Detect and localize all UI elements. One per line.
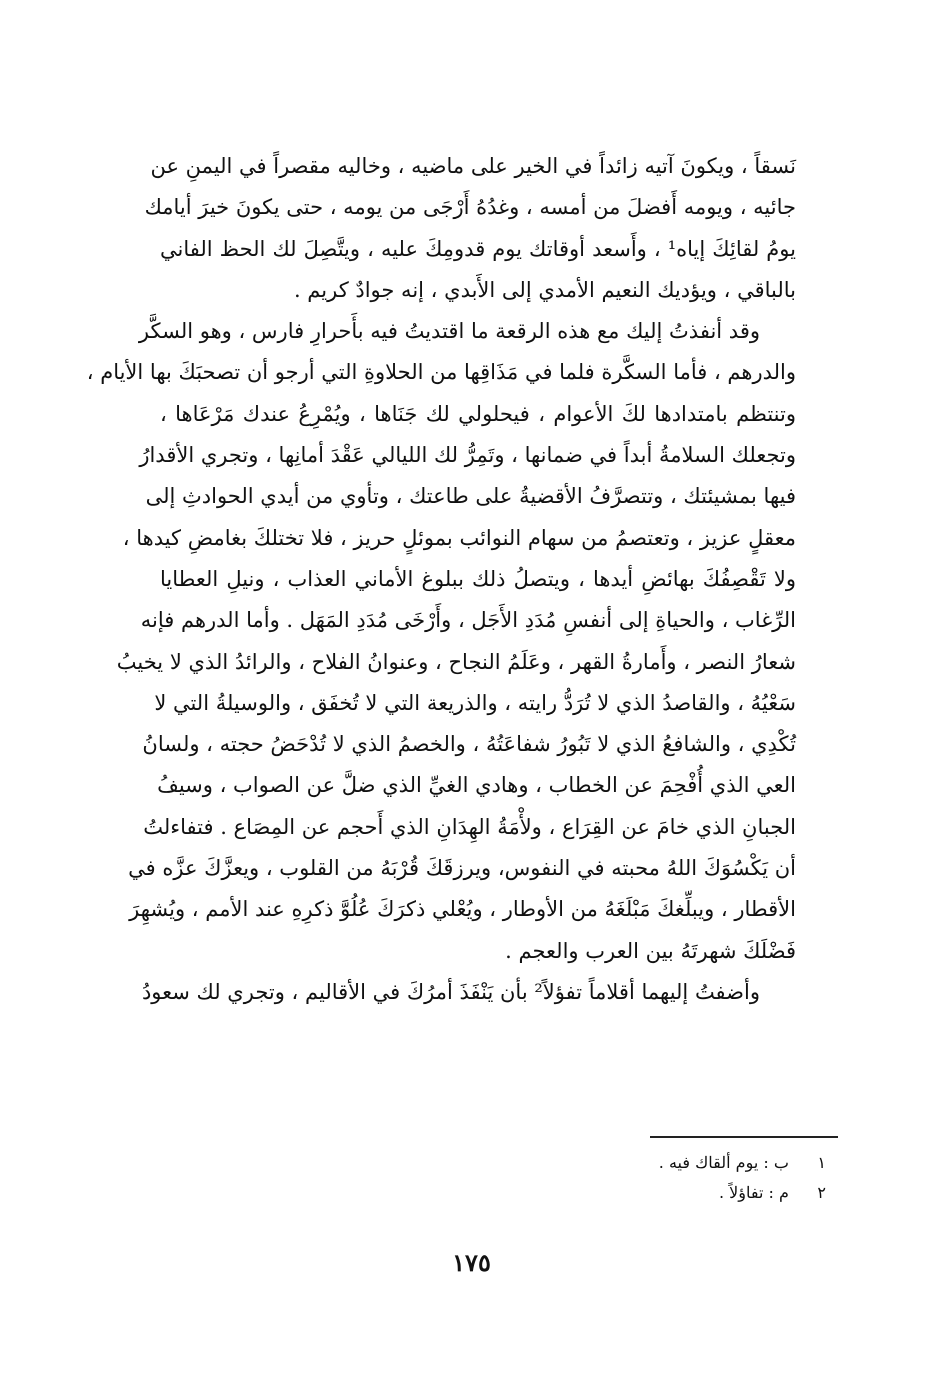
text-line: وتجعلك السلامةُ أبداً في ضمانها ، وتَمِرُّ لك الليالي عَقْدَ أمانِها ، وتجري الأقدارُ: [139, 443, 796, 468]
footnote-divider: [650, 1136, 838, 1138]
text-line: وتنتظم بامتدادها لكَ الأعوام ، فيحلولي لك جَنَاها ، ويُمْرِعُ عندك مَرْعَاها ،: [160, 401, 796, 426]
footnote-text: م : تفاؤلاً .: [718, 1183, 789, 1202]
text-line: فَضْلَكَ شهرتَهُ بين العرب والعجم .: [505, 938, 796, 963]
text-line: وقد أنفذتُ إليك مع هذه الرقعة ما اقتديتُ فيه بأَحرارِ فارس ، وهو السكَّر: [138, 319, 760, 344]
text-line: بالباقي ، ويؤديك النعيم الأمدي إلى الأَبدي ، إنه جوادٌ كريم .: [293, 277, 796, 302]
text-line: معقلٍ عزيز ، وتعتصمُ من سهام النوائب بموئلٍ حريز ، فلا تختلكَ بغامضِ كيدها ،: [122, 525, 796, 550]
text-line: والدرهم ، فأما السكَّرة فلما في مَذَاقِها من الحلاوةِ التي أرجو أن تصحبَكَ بها الأيام ،: [86, 360, 796, 385]
footnotes: [560, 1148, 826, 1208]
text-line: وأضفتُ إليهما أقلاماً تفؤلاً² بأن يَنْفَذَ أمرُكَ في الأقاليم ، وتجري لك سعودُ: [141, 979, 760, 1004]
footnote-number: ٢: [817, 1183, 826, 1202]
footnote-2: [560, 1178, 826, 1208]
text-line: جائيه ، ويومه أَفضلَ من أمسه ، وغدُهُ أَرْجَى من يومه ، حتى يكونَ خيرَ أيامك: [144, 195, 796, 220]
text-line: يومُ لقائِكَ إياه¹ ، وأَسعد أوقاتك يوم قدومِكَ عليه ، ويتَّصِلَ لك الحظ الفاني: [160, 236, 797, 261]
paragraph-1: [144, 146, 797, 311]
paragraph-3: [141, 972, 796, 1013]
text-line: الأقطار ، ويبلِّغكَ مَبْلَغَهُ من الأوطار ، ويُعْلي ذكرَكَ عُلُوَّ ذكرِهِ عند الأمم ، ويُشهِرَ: [129, 897, 796, 922]
text-line: الرِّغاب ، والحياةِ إلى أنفسِ مُدَدِ الأَجَل ، وأَرْخَى مُدَدِ المَهَل . وأما الدرهم فإنه: [140, 608, 796, 633]
footnote-text: ب : يوم ألقاك فيه .: [658, 1153, 789, 1172]
main-text: [86, 146, 797, 1013]
text-line: العي الذي أُفْحِمَ عن الخطاب ، وهادي الغيِّ الذي ضلَّ عن الصواب ، وسيفُ: [157, 773, 796, 798]
text-line: تُكْدِي ، والشافعُ الذي لا تَبُورُ شفاعَتُهُ ، والخصمُ الذي لا تُدْحَضُ حجته ، ولسانُ: [142, 732, 796, 757]
text-line: الجبانِ الذي خامَ عن القِرَاع ، ولأْمَةُ الهِدَانِ الذي أَحجم عن المِصَاع . فتفاءلتُ: [143, 814, 796, 839]
text-line: فيها بمشيئتك ، وتتصرَّفُ الأقضيةُ على طاعتك ، وتأوي من أيدي الحوادثِ إلى: [145, 484, 796, 509]
text-line: ولا تَقْصِفُكَ بهائضِ أيدها ، ويتصلُ ذلك ببلوغ الأماني العذاب ، ونيلِ العطايا: [160, 566, 796, 591]
footnote-1: [560, 1148, 826, 1178]
page-number: ١٧٥: [452, 1248, 491, 1277]
text-line: أن يَكْسُوَكَ اللهُ محبته في النفوس، ويرزقَكَ قُرْبَهُ من القلوب ، ويعزَّكَ عزَّه في: [128, 856, 796, 881]
paragraph-2: [86, 311, 796, 972]
text-line: نَسقاً ، ويكونَ آتيه زائداً في الخير على ماضيه ، وخاليه مقصراً في اليمنِ عن: [150, 154, 796, 178]
text-line: سَعْيُهُ ، والقاصدُ الذي لا تُرَدُّ رايته ، والذريعة التي لا تُخفَق ، والوسيلةُ التي لا: [154, 690, 796, 715]
text-line: شعارُ النصر ، وأَمارةُ القهر ، وعَلَمُ النجاح ، وعنوانُ الفلاح ، والرائدُ الذي لا يخيبُ: [116, 649, 796, 674]
footnote-number: ١: [817, 1153, 826, 1172]
